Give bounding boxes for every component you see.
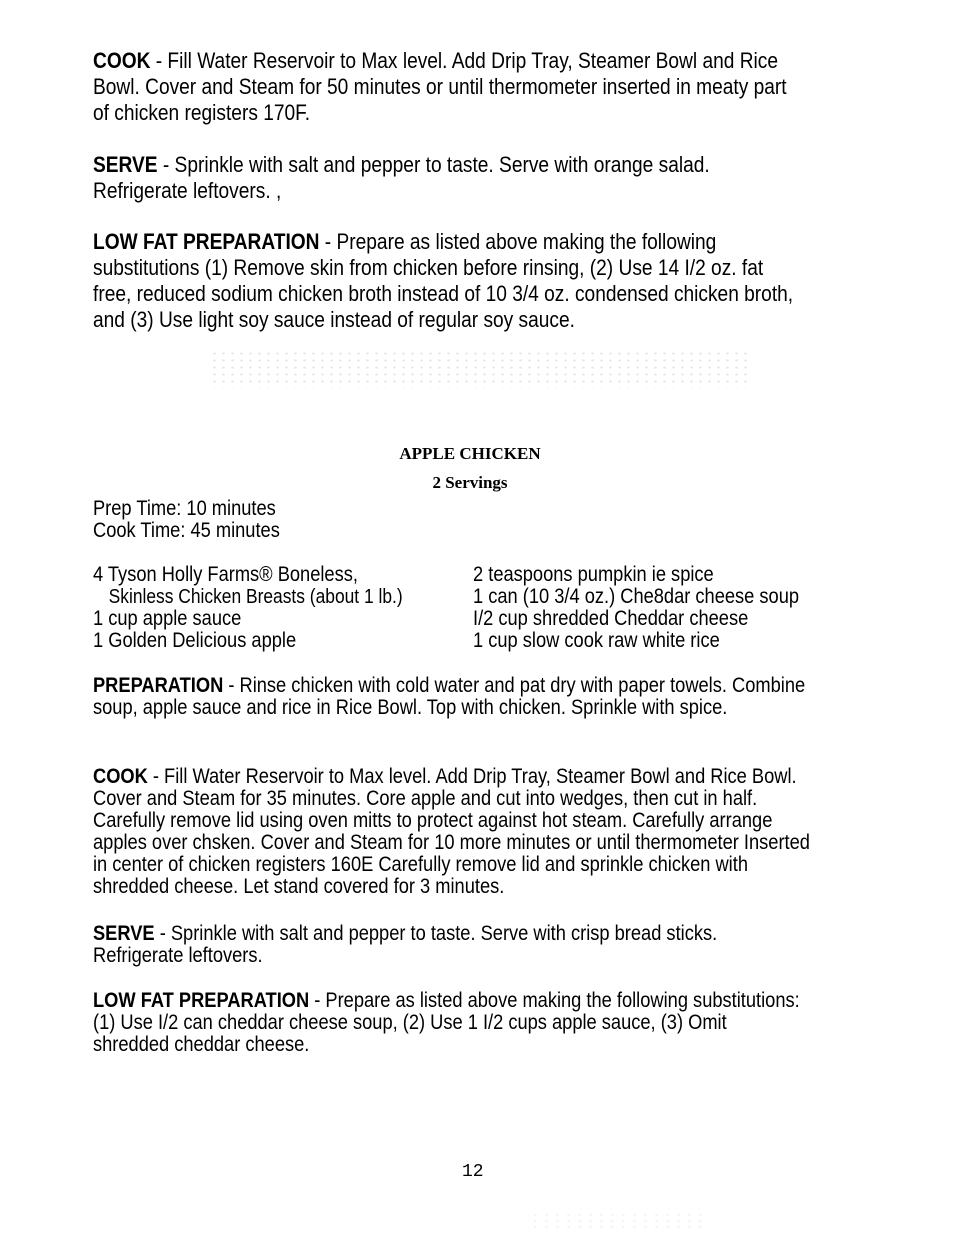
top-lowfat-paragraph [93,229,806,333]
serve-label: SERVE [93,922,155,945]
lowfat-text: - Prepare as listed above making the following substitutions: (1) Use I/2 can cheddar cheese soup, (2) Use 1 I/2 cups apple sauce, (3) Omit shredded cheddar cheese. [93,989,800,1056]
top-cook-text: - Fill Water Reservoir to Max level. Add Drip Tray, Steamer Bowl and Rice Bowl. Cover and Steam for 50 minutes or until thermometer inserted in meaty part of chicken registers 170F. [93,48,787,125]
recipe-times [93,498,615,542]
ingredient-item: 1 cup slow cook raw white rice [473,629,720,652]
top-lowfat-text: - Prepare as listed above making the following substitutions (1) Remove skin from chicken before rinsing, (2) Use 14 I/2 oz. fat free, reduced sodium chicken broth instead of 10 3/4 oz. condensed chicken broth, and (3) Use light soy sauce instead of regular soy sauce. [93,229,794,332]
ingredient-item: 4 Tyson Holly Farms® Boneless, [93,563,358,586]
ingredient-item: 1 can (10 3/4 oz.) Che8dar cheese soup [473,585,800,608]
top-cook-label: COOK [93,48,151,73]
lowfat-label: LOW FAT PREPARATION [93,989,310,1012]
top-serve-text: - Sprinkle with salt and pepper to taste. Serve with orange salad. Refrigerate leftovers. , [93,152,710,203]
prep-time: Prep Time: 10 minutes [93,497,276,520]
preparation-label: PREPARATION [93,674,224,697]
cook-time: Cook Time: 45 minutes [93,519,280,542]
ingredient-item: 2 teaspoons pumpkin ie spice [473,563,714,586]
top-serve-label: SERVE [93,152,158,177]
top-cook-paragraph [93,48,806,126]
preparation-paragraph [93,675,806,719]
ingredient-item: I/2 cup shredded Cheddar cheese [473,607,749,630]
serve-text: - Sprinkle with salt and pepper to taste. Serve with crisp bread sticks. Refrigerate leftovers. [93,922,718,967]
recipe-servings: 2 Servings [432,473,508,492]
cook-label: COOK [93,765,148,788]
scan-noise [210,350,750,388]
recipe-title: APPLE CHICKEN [399,444,541,463]
preparation-text: - Rinse chicken with cold water and pat dry with paper towels. Combine soup, apple sauce and rice in Rice Bowl. Top with chicken. Sprinkle with spice. [93,674,806,719]
lowfat-paragraph [93,990,806,1056]
top-serve-paragraph [93,152,806,204]
page-number: 12 [462,1162,484,1182]
top-lowfat-label: LOW FAT PREPARATION [93,229,320,254]
cook-paragraph [93,766,815,898]
ingredient-item: Skinless Chicken Breasts (about 1 lb.) [108,586,403,608]
ingredient-item: 1 cup apple sauce [93,607,242,630]
ingredient-item: 1 Golden Delicious apple [93,629,297,652]
ingredients-right [473,564,799,652]
scan-noise [530,1212,710,1228]
serve-paragraph [93,923,806,967]
ingredients-left [93,564,403,652]
cook-text: - Fill Water Reservoir to Max level. Add Drip Tray, Steamer Bowl and Rice Bowl. Cover and Steam for 35 minutes. Core apple and cut into wedges, then cut in half. Carefully remove lid using oven mitts to protect against hot steam. Carefully arrange apples over chsken. Cover and Steam for 10 more minutes or until thermometer Inserted in center of chicken registers 160E Carefully remove lid and sprinkle chicken with shredded cheese. Let stand covered for 3 minutes. [93,765,810,898]
